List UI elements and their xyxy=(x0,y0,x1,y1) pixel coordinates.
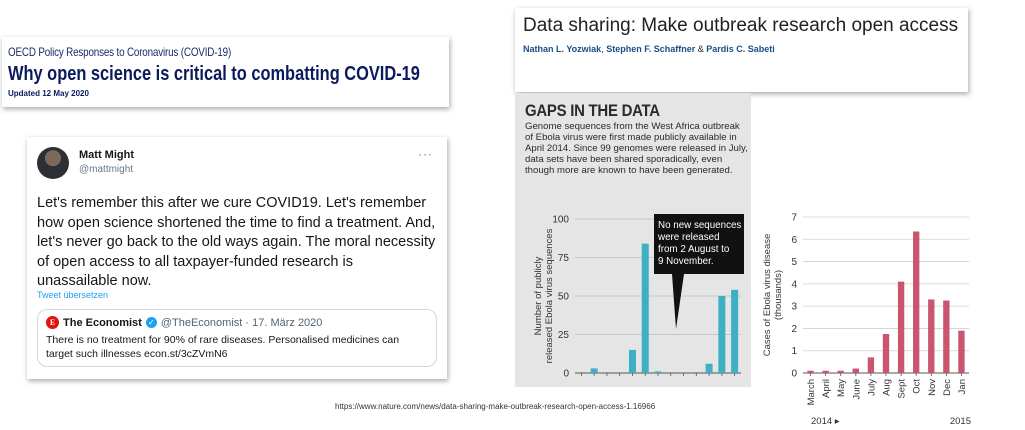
more-options-icon[interactable]: ··· xyxy=(418,147,433,161)
oecd-kicker: OECD Policy Responses to Coronavirus (COVID-19) xyxy=(8,45,232,59)
bar xyxy=(654,371,661,373)
x-tick-label: June xyxy=(851,379,863,400)
y-tick-label: 2 xyxy=(791,323,797,335)
bar xyxy=(822,371,828,373)
nature-title[interactable]: Data sharing: Make outbreak research open access xyxy=(523,15,959,36)
oecd-headline[interactable]: Why open science is critical to combatting COVID-19 xyxy=(8,63,420,85)
x-tick-label: July xyxy=(866,379,878,396)
y-tick-label: 4 xyxy=(791,279,797,291)
y-axis-label: Cases of Ebola virus disease(thousands) xyxy=(762,233,784,357)
author-separator: , xyxy=(601,44,607,54)
y-axis-label: Number of publiclyreleased Ebola virus sequences xyxy=(533,228,555,364)
cases-bar-chart xyxy=(755,205,993,430)
y-tick-label: 1 xyxy=(791,346,797,358)
figure-description: Genome sequences from the West Africa outbreak of Ebola virus were first made publicly available in April 2014. Since 99 genomes were released in July, data sets have been shared sporadically, even though more are known to have been generated. xyxy=(525,121,748,176)
bar xyxy=(807,371,813,373)
quoted-tweet-header xyxy=(46,316,428,329)
author-link[interactable]: Nathan L. Yozwiak xyxy=(523,44,602,54)
figure-title: GAPS IN THE DATA xyxy=(525,101,660,120)
y-tick-label: 0 xyxy=(563,368,569,380)
x-tick-label: Nov xyxy=(926,379,938,396)
x-tick-label: Oct xyxy=(911,379,923,394)
y-tick-label: 7 xyxy=(791,212,797,224)
tweet-author-handle[interactable]: @mattmight xyxy=(79,164,134,175)
x-tick-label: May xyxy=(836,379,848,397)
y-tick-label: 100 xyxy=(552,214,569,226)
bar xyxy=(718,296,725,373)
y-tick-label: 3 xyxy=(791,301,797,313)
bar xyxy=(706,364,713,373)
bar xyxy=(958,331,964,373)
y-tick-label: 75 xyxy=(557,253,569,264)
y-tick-label: 0 xyxy=(791,368,797,380)
annotation-text: No new sequences were released from 2 August to 9 November. xyxy=(658,220,742,267)
bar xyxy=(838,371,844,373)
bar xyxy=(898,282,904,373)
tweet-text: Let's remember this after we cure COVID19. Let's remember how open science shortened the time to find a treatment. And, let's never go back to the old ways again. The moral necessity of open access to all taxpayer-funded research is unassailable now. xyxy=(37,195,436,289)
bar xyxy=(943,301,949,373)
quoted-handle-date: @TheEconomist · 17. März 2020 xyxy=(160,316,323,329)
y-tick-label: 6 xyxy=(791,234,797,246)
source-url[interactable]: https://www.nature.com/news/data-sharing-make-outbreak-research-open-access-1.16966 xyxy=(335,402,656,411)
economist-logo-icon: E xyxy=(46,316,59,329)
tweet-author-name[interactable]: Matt Might xyxy=(79,149,134,161)
x-tick-label: Aug xyxy=(881,379,893,396)
bar xyxy=(642,244,649,373)
y-tick-label: 25 xyxy=(557,330,569,341)
nature-article-card xyxy=(515,8,968,92)
y-tick-label: 5 xyxy=(791,257,797,269)
x-tick-label: Dec xyxy=(941,379,953,396)
bar xyxy=(868,357,874,373)
bar xyxy=(629,350,636,373)
avatar[interactable] xyxy=(37,147,69,179)
ebola-cases-figure xyxy=(755,205,993,430)
verified-badge-icon: ✓ xyxy=(146,317,157,328)
y-tick-label: 50 xyxy=(557,291,569,303)
author-link[interactable]: Stephen F. Schaffner xyxy=(606,44,696,54)
x-tick-label: April xyxy=(821,379,833,399)
oecd-article-card xyxy=(2,37,449,107)
x-tick-label: Jan xyxy=(956,379,968,395)
x-tick-label: Sept xyxy=(896,379,908,399)
bar xyxy=(853,369,859,373)
author-separator: & xyxy=(695,44,707,54)
annotation-pointer xyxy=(672,274,684,329)
bar xyxy=(731,290,738,373)
sequences-bar-chart xyxy=(515,205,751,387)
quoted-author-name: The Economist xyxy=(63,316,142,329)
nature-authors xyxy=(523,44,960,54)
quoted-tweet-text: There is no treatment for 90% of rare diseases. Personalised medicines can target such illnesses econ.st/3cZVmN6 xyxy=(46,334,400,360)
bar xyxy=(883,334,889,373)
oecd-updated-date: Updated 12 May 2020 xyxy=(8,89,89,98)
quoted-tweet[interactable] xyxy=(37,309,437,367)
gaps-in-data-figure xyxy=(515,93,751,387)
year-label: 2015 xyxy=(949,416,971,427)
bar xyxy=(591,368,598,373)
bar xyxy=(928,299,934,373)
x-tick-label: March xyxy=(806,379,818,406)
tweet-card xyxy=(27,137,447,379)
bar xyxy=(913,231,919,373)
year-label: 2014 ▸ xyxy=(811,416,840,427)
translate-tweet-link[interactable]: Tweet übersetzen xyxy=(37,290,109,300)
author-link[interactable]: Pardis C. Sabeti xyxy=(706,44,775,54)
